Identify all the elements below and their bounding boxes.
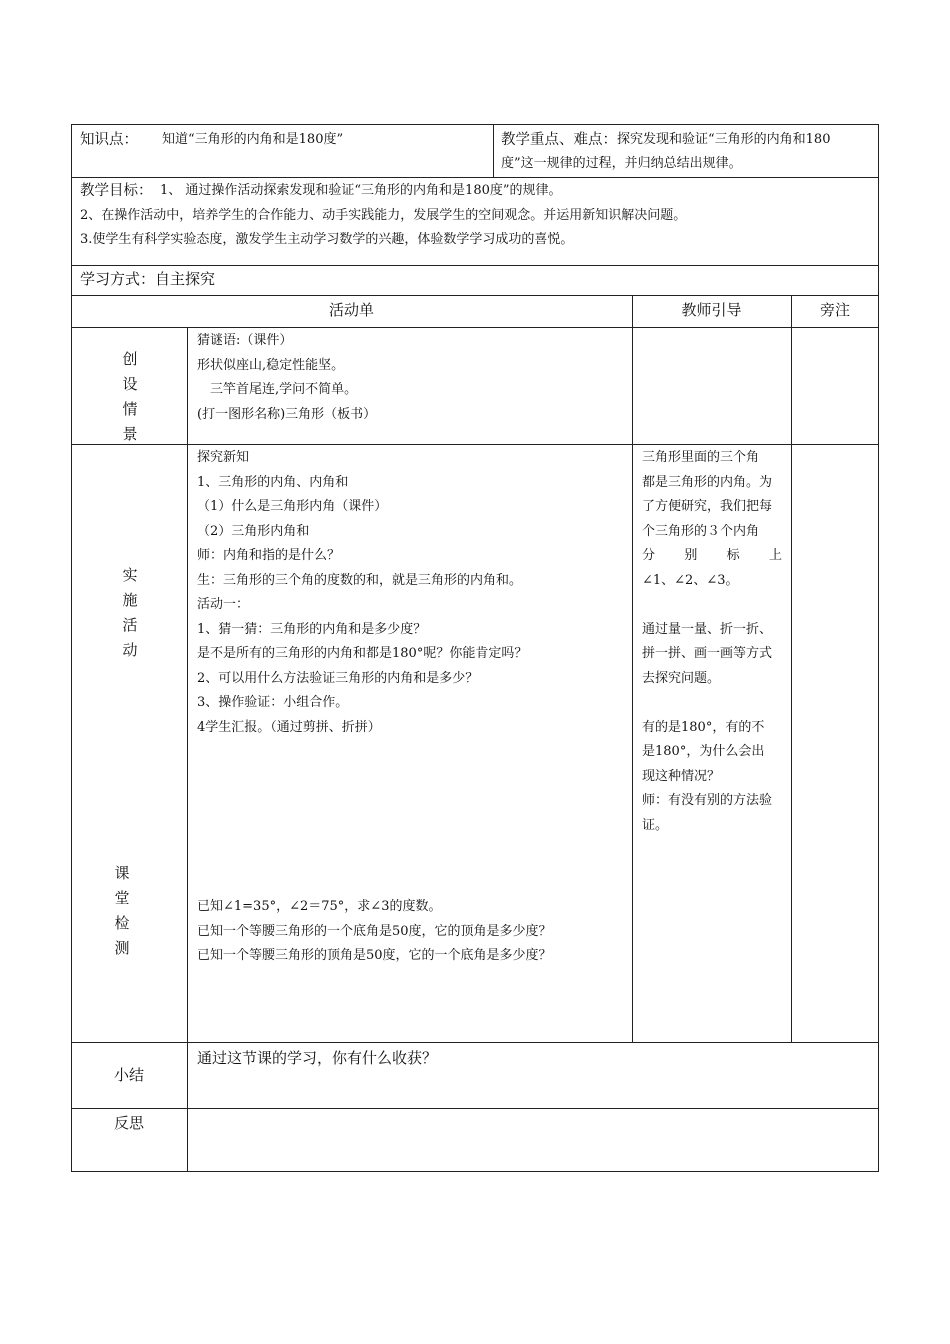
- knowledge-text: 知道“三角形的内角和是180度”: [162, 132, 344, 147]
- section-title-implementation: 实施活动: [122, 566, 138, 659]
- section-title-summary: 小结: [113, 1066, 144, 1084]
- list-item: (打一图形名称)三角形（板书）: [197, 406, 377, 422]
- list-item: 了方便研究，我们把每: [642, 499, 773, 514]
- row-divider: [71, 177, 879, 178]
- list-item: 分 别 标 上: [642, 548, 782, 563]
- row-divider: [71, 327, 879, 328]
- row-divider: [71, 295, 879, 296]
- study-method: 学习方式：自主探究: [80, 270, 216, 288]
- list-item: 猜谜语:（课件）: [197, 333, 293, 348]
- list-item: 有的是180°，有的不: [642, 719, 765, 735]
- row-divider: [71, 265, 879, 266]
- list-item: 都是三角形的内角。为: [642, 474, 773, 490]
- focus-line-2: 度”这一规律的过程，并归纳总结出规律。: [501, 156, 742, 171]
- list-item: 三竿首尾连,学问不简单。: [197, 382, 358, 397]
- list-item: 已知一个等腰三角形的顶角是50度，它的一个底角是多少度？: [197, 948, 552, 963]
- list-item: 2、可以用什么方法验证三角形的内角和是多少？: [197, 670, 479, 686]
- focus-line-1: 探究发现和验证“三角形的内角和180: [617, 132, 831, 147]
- list-item: 三角形里面的三个角: [642, 450, 760, 465]
- list-item: 师：有没有别的方法验: [642, 793, 773, 808]
- situation-content: [197, 329, 376, 427]
- focus-label: 教学重点、难点：: [501, 132, 617, 148]
- section-title-situation: 创设情景: [122, 350, 138, 443]
- col-divider: [493, 124, 494, 177]
- knowledge-label: 知识点：: [80, 132, 138, 148]
- check-content: [197, 895, 552, 969]
- goals-line-1: 1、 通过操作活动探索发现和验证“三角形的内角和是180度”的规律。: [160, 183, 562, 198]
- row-divider: [71, 1042, 879, 1043]
- list-item: （2）三角形内角和: [197, 523, 310, 539]
- list-item: 证。: [642, 817, 669, 833]
- list-item: 4学生汇报。（通过剪拼、折拼）: [197, 719, 381, 735]
- goals-line-3: 3.使学生有科学实验态度，激发学生主动学习数学的兴趣，体验数学学习成功的喜悦。: [80, 232, 574, 247]
- list-item: 3、操作验证：小组合作。: [197, 695, 349, 710]
- list-item: 师：内角和指的是什么？: [197, 548, 341, 563]
- implementation-content: [197, 446, 527, 740]
- list-item: [642, 593, 782, 618]
- col-divider: [632, 295, 633, 1042]
- list-item: 去探究问题。: [642, 670, 721, 686]
- list-item: 活动一：: [197, 597, 250, 612]
- row-divider: [71, 444, 879, 445]
- list-item: 探究新知: [197, 450, 250, 465]
- list-item: 1、猜一猜：三角形的内角和是多少度？: [197, 621, 427, 637]
- summary-text: 通过这节课的学习，你有什么收获？: [197, 1049, 438, 1067]
- column-header-activity: 活动单: [328, 301, 374, 319]
- list-item: 通过量一量、折一折、: [642, 621, 773, 637]
- list-item: 是不是所有的三角形的内角和都是180°呢？你能肯定吗？: [197, 646, 528, 661]
- teacher-guidance: [642, 446, 782, 838]
- list-item: （1）什么是三角形内角（课件）: [197, 499, 388, 514]
- list-item: 拼一拼、画一画等方式: [642, 646, 773, 661]
- list-item: 已知∠1=35°，∠2＝75°，求∠3的度数。: [197, 899, 442, 914]
- list-item: 形状似座山,稳定性能坚。: [197, 357, 345, 373]
- list-item: 现这种情况？: [642, 768, 721, 784]
- row-divider: [71, 1108, 879, 1109]
- list-item: 是180°，为什么会出: [642, 744, 765, 759]
- list-item: 已知一个等腰三角形的一个底角是50度，它的顶角是多少度？: [197, 923, 552, 939]
- col-divider: [791, 295, 792, 1042]
- list-item: 个三角形的３个内角: [642, 523, 760, 539]
- section-title-check: 课堂检测: [114, 864, 130, 957]
- list-item: 1、三角形的内角、内角和: [197, 474, 349, 490]
- col-divider: [187, 327, 188, 1172]
- list-item: [642, 691, 782, 716]
- column-header-teacher: 教师引导: [681, 301, 742, 319]
- goals-line-2: 2、在操作活动中，培养学生的合作能力、动手实践能力，发展学生的空间观念。并运用新知识解决问题。: [80, 208, 687, 223]
- section-title-reflection: 反思: [113, 1114, 144, 1132]
- goals-label: 教学目标：: [80, 183, 153, 199]
- column-header-notes: 旁注: [819, 301, 850, 319]
- list-item: ∠1、∠2、∠3。: [642, 572, 739, 588]
- list-item: 生：三角形的三个角的度数的和，就是三角形的内角和。: [197, 572, 523, 588]
